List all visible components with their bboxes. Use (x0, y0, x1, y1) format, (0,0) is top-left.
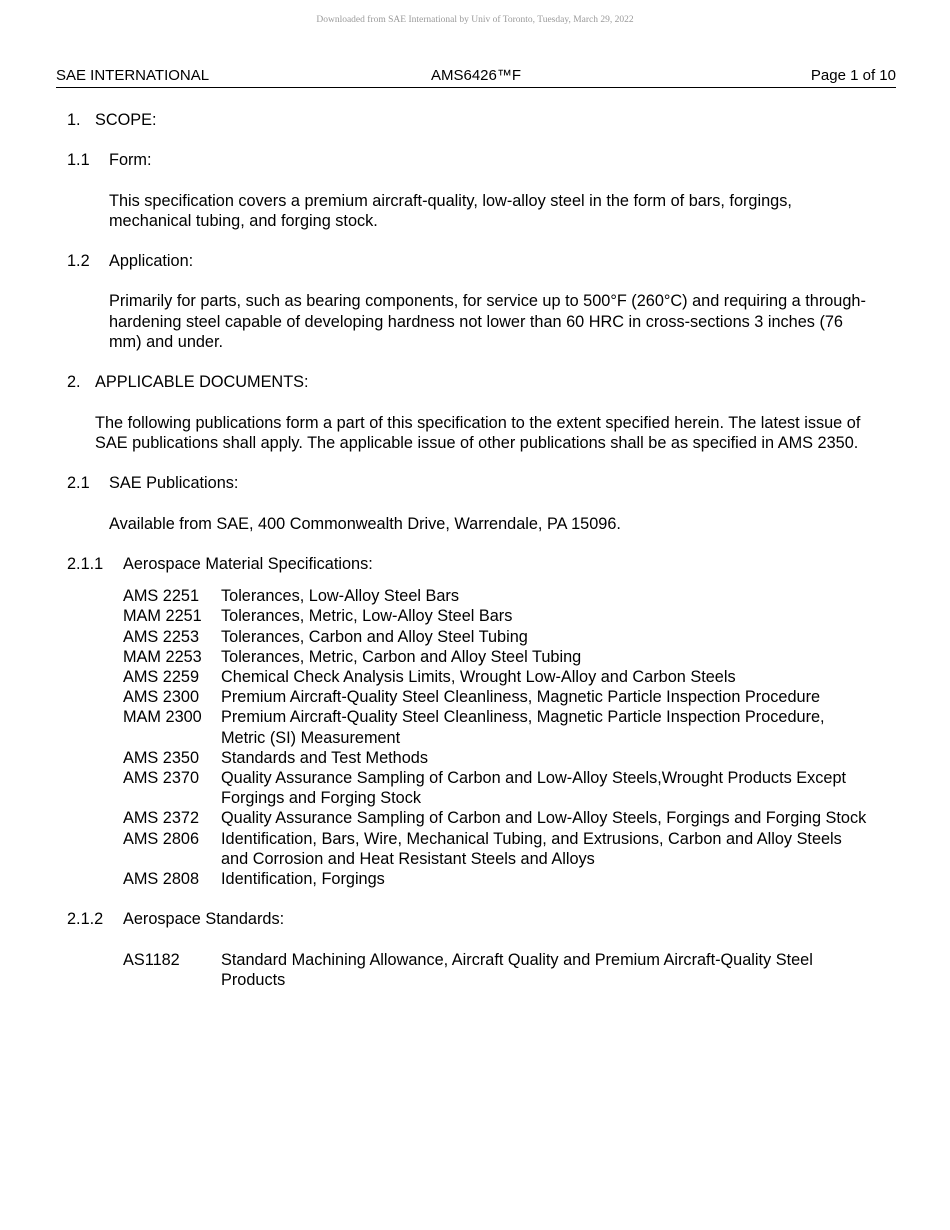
section-number: 1. (67, 111, 81, 129)
spec-row (123, 647, 867, 667)
section-title: Application: (109, 252, 194, 271)
spec-code: AMS 2808 (123, 870, 200, 888)
spec-code: MAM 2253 (123, 647, 202, 666)
spec-row (123, 748, 867, 768)
spec-row (123, 869, 867, 889)
spec-code: AMS 2370 (123, 768, 200, 787)
spec-title: Tolerances, Low-Alloy Steel Bars (221, 587, 459, 606)
section-1-2-heading (67, 251, 867, 271)
section-1-2-paragraph: Primarily for parts, such as bearing components, for service up to 500°F (260°C) and requiring a through-hardening steel capable of developing hardness not lower than 60 HRC in cross-sections 3 inches (76 mm) and under. (109, 292, 866, 352)
spec-code: AMS 2259 (123, 667, 200, 686)
section-number: 2.1.2 (67, 910, 104, 929)
spec-code: AMS 2350 (123, 748, 200, 767)
spec-title: Identification, Forgings (221, 870, 385, 888)
spec-code: MAM 2300 (123, 708, 202, 727)
section-number: 2. (67, 373, 81, 392)
spec-row (123, 768, 867, 808)
section-number: 2.1.1 (67, 554, 104, 573)
section-number: 1.1 (67, 151, 90, 170)
spec-code: AMS 2300 (123, 688, 200, 707)
section-title: SCOPE: (95, 111, 157, 129)
header-doc-id: AMS6426™F (430, 67, 522, 84)
section-2-paragraph: The following publications form a part of this specification to the extent specified herein. The latest issue of SAE publications shall apply. The applicable issue of other publications shall be as specified in AMS 2350. (95, 413, 861, 452)
spec-title: Standard Machining Allowance, Aircraft Quality and Premium Aircraft-Quality Steel Products (221, 950, 813, 989)
spec-row (123, 829, 867, 869)
section-2-1-2-heading (67, 909, 867, 929)
spec-code: AMS 2253 (123, 627, 200, 646)
spec-title: Standards and Test Methods (221, 748, 428, 767)
section-number: 2.1 (67, 474, 90, 493)
spec-title: Chemical Check Analysis Limits, Wrought Low-Alloy and Carbon Steels (221, 667, 736, 686)
ams-spec-list (123, 586, 867, 889)
section-title: Form: (109, 151, 152, 170)
page-header (56, 67, 896, 88)
section-title: APPLICABLE DOCUMENTS: (95, 373, 309, 392)
spec-row (123, 808, 867, 828)
section-1-1-heading (67, 150, 867, 170)
header-page-number: Page 1 of 10 (810, 67, 896, 84)
spec-title: Quality Assurance Sampling of Carbon and Low-Alloy Steels, Forgings and Forging Stock (221, 809, 867, 828)
spec-row (123, 950, 867, 990)
spec-row (123, 687, 867, 707)
section-2-heading (67, 372, 867, 392)
section-2-1-heading (67, 473, 867, 493)
spec-row (123, 627, 867, 647)
spec-code: AMS 2806 (123, 829, 200, 848)
section-2-1-paragraph: Available from SAE, 400 Commonwealth Drive, Warrendale, PA 15096. (109, 514, 621, 533)
as-standard-list (123, 950, 867, 990)
spec-row (123, 707, 867, 747)
section-2-1-1-heading (67, 554, 867, 574)
spec-title: Tolerances, Metric, Carbon and Alloy Steel Tubing (221, 647, 582, 666)
section-1-1-paragraph: This specification covers a premium aircraft-quality, low-alloy steel in the form of bars, forgings, mechanical tubing, and forging stock. (109, 191, 792, 230)
spec-row (123, 606, 867, 626)
spec-code: AMS 2251 (123, 587, 200, 606)
header-org: SAE INTERNATIONAL (56, 67, 210, 84)
spec-title: Quality Assurance Sampling of Carbon and Low-Alloy Steels,Wrought Products Except Forgings and Forging Stock (221, 768, 847, 808)
spec-row (123, 586, 867, 606)
spec-row (123, 667, 867, 687)
section-number: 1.2 (67, 252, 90, 271)
spec-code: AS1182 (123, 950, 180, 969)
spec-title: Identification, Bars, Wire, Mechanical Tubing, and Extrusions, Carbon and Alloy Steels and Corrosion and Heat Resistant Steels and Alloys (221, 829, 842, 868)
section-title: Aerospace Standards: (123, 910, 285, 929)
spec-title: Premium Aircraft-Quality Steel Cleanliness, Magnetic Particle Inspection Procedure (221, 688, 821, 707)
spec-title: Tolerances, Metric, Low-Alloy Steel Bars (221, 607, 513, 626)
download-watermark: Downloaded from SAE International by Univ of Toronto, Tuesday, March 29, 2022 (316, 15, 634, 25)
section-1-heading (67, 110, 867, 130)
spec-title: Premium Aircraft-Quality Steel Cleanliness, Magnetic Particle Inspection Procedure, Metric (SI) Measurement (221, 708, 825, 747)
document-body (67, 110, 867, 990)
spec-code: AMS 2372 (123, 809, 200, 828)
spec-code: MAM 2251 (123, 607, 202, 626)
spec-title: Tolerances, Carbon and Alloy Steel Tubing (221, 627, 528, 646)
section-title: Aerospace Material Specifications: (123, 554, 373, 573)
section-title: SAE Publications: (109, 474, 239, 493)
